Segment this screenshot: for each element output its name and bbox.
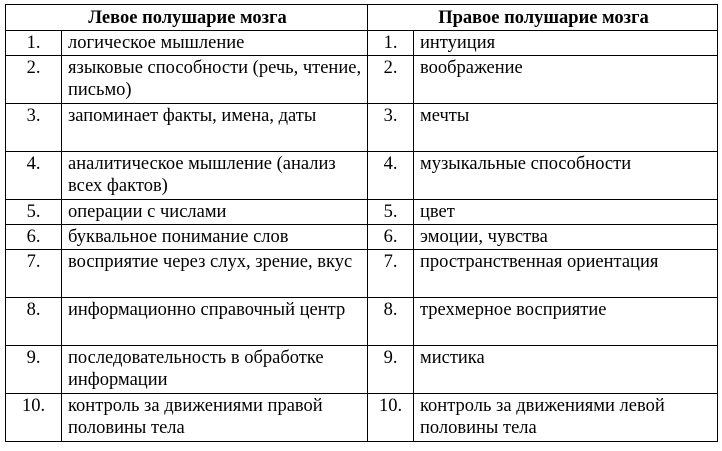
left-number: 5. bbox=[6, 200, 62, 225]
table-row bbox=[6, 104, 718, 152]
right-item: контроль за движениями левой половины тела bbox=[414, 394, 718, 442]
table-row bbox=[6, 56, 718, 104]
table-row bbox=[6, 250, 718, 298]
right-item: пространственная ориентация bbox=[414, 250, 718, 298]
right-item: интуиция bbox=[414, 31, 718, 56]
table-row bbox=[6, 346, 718, 394]
right-item: воображение bbox=[414, 56, 718, 104]
header-row bbox=[6, 5, 718, 31]
table-row bbox=[6, 225, 718, 250]
right-number: 1. bbox=[368, 31, 414, 56]
table-row bbox=[6, 152, 718, 200]
table-row bbox=[6, 200, 718, 225]
left-item: информационно справочный центр bbox=[62, 298, 368, 346]
right-number: 10. bbox=[368, 394, 414, 442]
right-item: мистика bbox=[414, 346, 718, 394]
table-body bbox=[6, 31, 718, 442]
table-row bbox=[6, 298, 718, 346]
right-item: мечты bbox=[414, 104, 718, 152]
left-number: 10. bbox=[6, 394, 62, 442]
right-number: 6. bbox=[368, 225, 414, 250]
left-item: последовательность в обработке информации bbox=[62, 346, 368, 394]
right-item: музыкальные способности bbox=[414, 152, 718, 200]
table-row bbox=[6, 394, 718, 442]
left-item: языковые способности (речь, чтение, письмо) bbox=[62, 56, 368, 104]
left-item: логическое мышление bbox=[62, 31, 368, 56]
left-number: 6. bbox=[6, 225, 62, 250]
right-number: 3. bbox=[368, 104, 414, 152]
left-item: буквальное понимание слов bbox=[62, 225, 368, 250]
left-number: 1. bbox=[6, 31, 62, 56]
left-item: операции с числами bbox=[62, 200, 368, 225]
left-number: 3. bbox=[6, 104, 62, 152]
left-number: 7. bbox=[6, 250, 62, 298]
hemispheres-table bbox=[5, 4, 718, 442]
right-number: 5. bbox=[368, 200, 414, 225]
right-number: 4. bbox=[368, 152, 414, 200]
left-number: 4. bbox=[6, 152, 62, 200]
right-item: трехмерное восприятие bbox=[414, 298, 718, 346]
right-number: 7. bbox=[368, 250, 414, 298]
left-item: контроль за движениями правой половины тела bbox=[62, 394, 368, 442]
right-number: 9. bbox=[368, 346, 414, 394]
right-number: 8. bbox=[368, 298, 414, 346]
left-item: запоминает факты, имена, даты bbox=[62, 104, 368, 152]
right-number: 2. bbox=[368, 56, 414, 104]
right-item: цвет bbox=[414, 200, 718, 225]
right-item: эмоции, чувства bbox=[414, 225, 718, 250]
left-item: аналитическое мышление (анализ всех фактов) bbox=[62, 152, 368, 200]
left-number: 2. bbox=[6, 56, 62, 104]
left-item: восприятие через слух, зрение, вкус bbox=[62, 250, 368, 298]
table-row bbox=[6, 31, 718, 56]
header-right-hemisphere: Правое полушарие мозга bbox=[368, 5, 718, 31]
left-number: 8. bbox=[6, 298, 62, 346]
left-number: 9. bbox=[6, 346, 62, 394]
header-left-hemisphere: Левое полушарие мозга bbox=[6, 5, 368, 31]
